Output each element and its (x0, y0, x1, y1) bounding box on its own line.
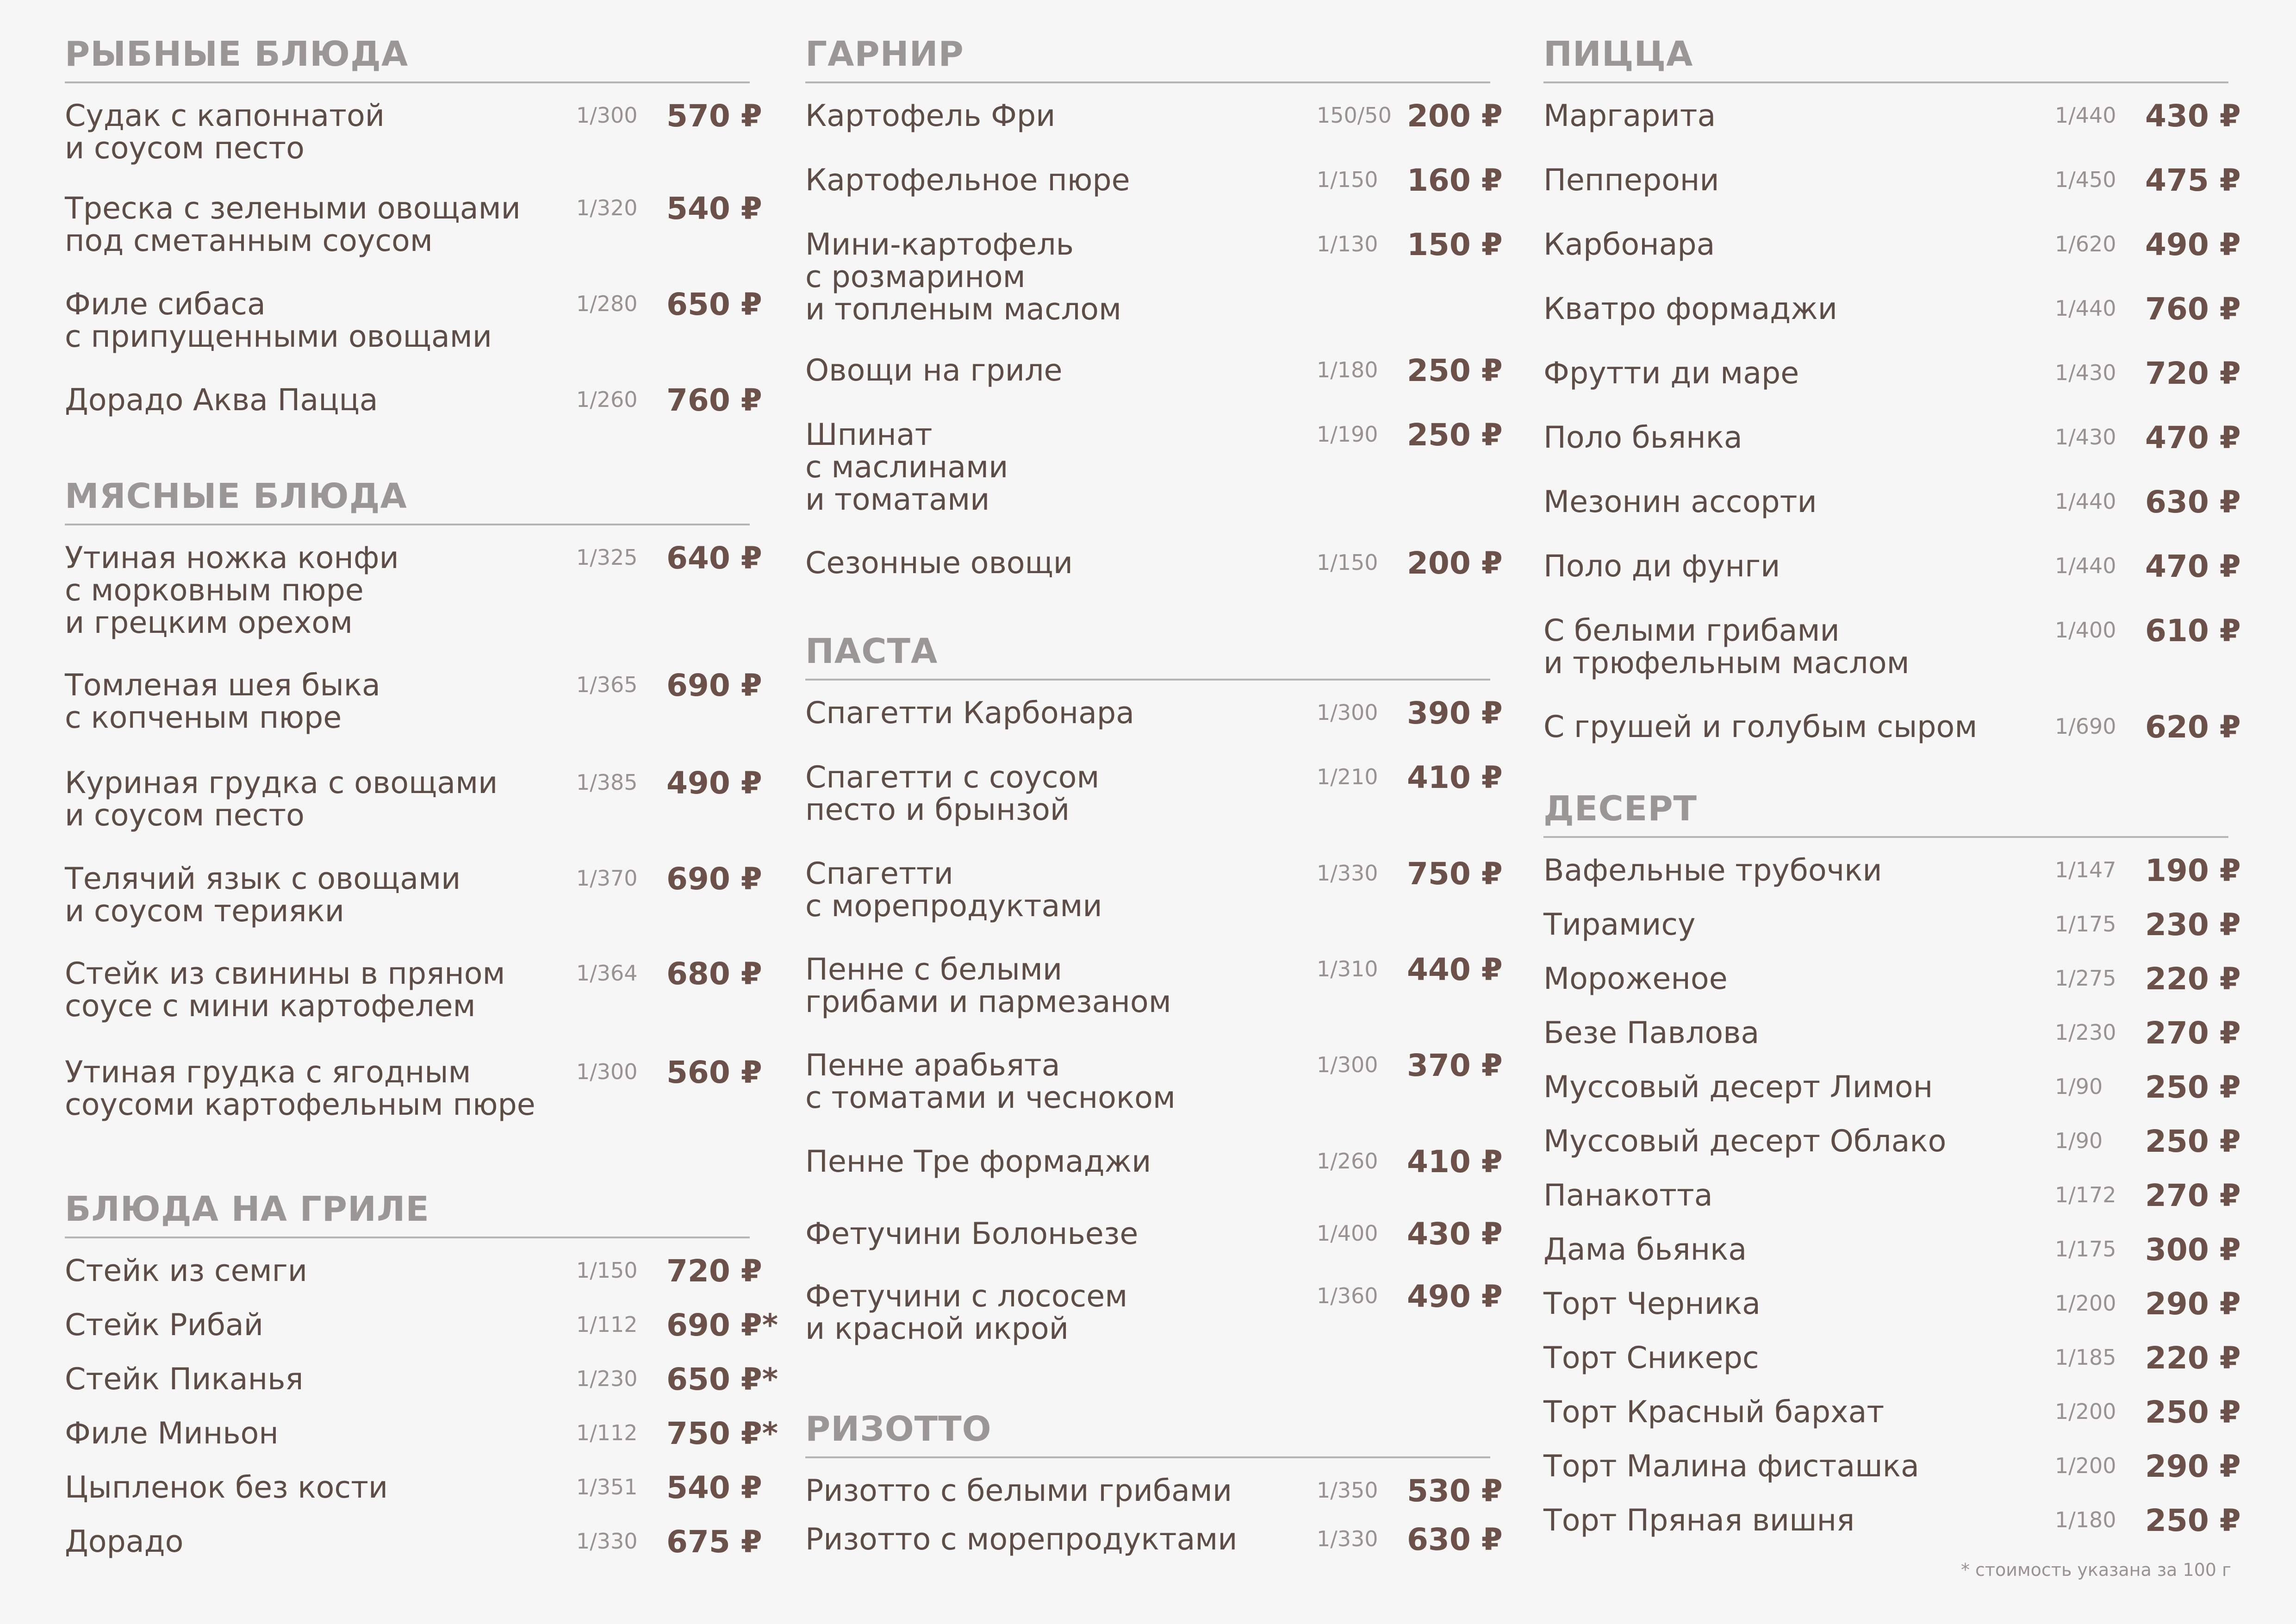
menu-item-name: Пенне арабьята с томатами и чесноком (805, 1048, 1176, 1115)
menu-item (805, 760, 1503, 858)
menu-item-price: 540 ₽ (666, 191, 762, 226)
menu-item-price: 270 ₽ (2145, 1178, 2241, 1213)
menu-item-weight: 1/310 (1317, 956, 1378, 981)
menu-item-name: Стейк Пиканья (65, 1362, 304, 1397)
menu-item (1543, 1286, 2241, 1342)
menu-item-weight: 1/440 (2055, 103, 2116, 128)
menu-item (805, 856, 1503, 954)
price-footnote: * стоимость указана за 100 г (1960, 1560, 2231, 1580)
menu-item (1543, 549, 2241, 615)
menu-item-name: Тирамису (1543, 907, 1696, 942)
menu-item-price: 750 ₽ (1407, 856, 1503, 892)
menu-item-price: 430 ₽ (2145, 98, 2241, 134)
menu-item-name: Утиная грудка с ягодным соусоми картофельным пюре (65, 1055, 535, 1122)
menu-item-name: Вафельные трубочки (1543, 853, 1882, 888)
menu-item-weight: 1/360 (1317, 1283, 1378, 1308)
menu-item (1543, 291, 2241, 357)
menu-item-name: Фетучини Болоньезе (805, 1217, 1139, 1251)
menu-item (1543, 1449, 2241, 1505)
menu-item-name: Ризотто с морепродуктами (805, 1522, 1238, 1557)
menu-item (65, 1253, 762, 1309)
menu-item-price: 720 ₽ (666, 1253, 762, 1289)
menu-item-weight: 1/180 (2055, 1507, 2116, 1532)
menu-item-weight: 1/350 (1317, 1478, 1378, 1503)
menu-item-name: Томленая шея быка с копченым пюре (65, 668, 380, 735)
menu-item-weight: 1/150 (1317, 167, 1378, 192)
menu-item-price: 750 ₽* (666, 1416, 778, 1451)
menu-item (805, 162, 1503, 229)
menu-item (65, 98, 762, 193)
menu-section (805, 34, 1503, 581)
menu-section (65, 34, 762, 418)
section-title: РИЗОТТО (805, 1409, 992, 1449)
menu-item (65, 1470, 762, 1526)
section-divider (805, 1456, 1490, 1458)
menu-item-weight: 1/430 (2055, 425, 2116, 450)
menu-item-price: 540 ₽ (666, 1470, 762, 1505)
menu-item-price: 220 ₽ (2145, 961, 2241, 997)
menu-item (805, 1473, 1503, 1524)
menu-item-price: 680 ₽ (666, 956, 762, 992)
menu-item-price: 370 ₽ (1407, 1048, 1503, 1083)
menu-item-weight: 1/175 (2055, 912, 2116, 937)
menu-item-name: Кватро формаджи (1543, 292, 1838, 326)
menu-item-price: 250 ₽ (2145, 1124, 2241, 1159)
menu-item (1543, 1178, 2241, 1234)
menu-item (65, 668, 762, 767)
section-title: РЫБНЫЕ БЛЮДА (65, 34, 409, 74)
menu-item-list (65, 540, 762, 1122)
menu-section (805, 631, 1503, 1346)
menu-item-name: Пепперони (1543, 163, 1719, 198)
menu-item-price: 650 ₽ (666, 287, 762, 322)
menu-item-name: Судак с капоннатой и соусом песто (65, 99, 385, 166)
menu-item-price: 690 ₽ (666, 861, 762, 897)
menu-item-name: Сезонные овощи (805, 546, 1073, 581)
menu-item-price: 560 ₽ (666, 1055, 762, 1090)
menu-item-name: Куриная грудка с овощами и соусом песто (65, 766, 498, 833)
menu-item-price: 410 ₽ (1407, 1144, 1503, 1180)
menu-item-name: Ризотто с белыми грибами (805, 1474, 1232, 1508)
menu-item-price: 620 ₽ (2145, 709, 2241, 745)
menu-item-weight: 1/440 (2055, 553, 2116, 578)
menu-item-name: Спагетти с морепродуктами (805, 856, 1102, 924)
menu-item-price: 720 ₽ (2145, 356, 2241, 391)
menu-item-name: Безе Павлова (1543, 1016, 1760, 1050)
menu-item (1543, 1069, 2241, 1125)
menu-item (1543, 1394, 2241, 1450)
menu-item (1543, 1124, 2241, 1180)
menu-item-name: Пенне Тре формаджи (805, 1144, 1151, 1179)
menu-item-price: 650 ₽* (666, 1362, 778, 1397)
menu-item (805, 545, 1503, 581)
menu-item-weight: 1/130 (1317, 231, 1378, 256)
menu-item (805, 1216, 1503, 1280)
menu-item (805, 417, 1503, 547)
menu-item (1543, 853, 2241, 909)
menu-item (805, 1279, 1503, 1346)
section-title: БЛЮДА НА ГРИЛЕ (65, 1189, 429, 1229)
menu-item (65, 1416, 778, 1472)
section-title: ПИЦЦА (1543, 34, 1693, 74)
menu-item-weight: 1/260 (576, 387, 638, 412)
menu-item (805, 1048, 1503, 1146)
menu-item-weight: 1/180 (1317, 357, 1378, 382)
section-divider (65, 1237, 750, 1238)
menu-item-weight: 1/150 (576, 1258, 638, 1283)
menu-item-weight: 1/190 (1317, 422, 1378, 447)
menu-item (65, 540, 762, 669)
menu-item-weight: 1/230 (576, 1366, 638, 1391)
menu-item-weight: 1/210 (1317, 764, 1378, 789)
menu-item-price: 390 ₽ (1407, 695, 1503, 731)
menu-item (1543, 98, 2241, 164)
menu-item-price: 630 ₽ (2145, 484, 2241, 520)
menu-item-weight: 1/175 (2055, 1237, 2116, 1262)
menu-item-price: 490 ₽ (1407, 1279, 1503, 1314)
menu-item (65, 765, 762, 863)
section-title: ДЕСЕРТ (1543, 789, 1698, 829)
menu-item (1543, 420, 2241, 486)
menu-item (1543, 1503, 2241, 1538)
menu-item-name: Мороженое (1543, 962, 1728, 996)
menu-item-weight: 1/147 (2055, 857, 2116, 882)
menu-item-weight: 1/185 (2055, 1345, 2116, 1370)
menu-item-name: Овощи на гриле (805, 353, 1063, 388)
menu-item-price: 160 ₽ (1407, 162, 1503, 198)
menu-item-name: Цыпленок без кости (65, 1470, 388, 1505)
menu-item-price: 230 ₽ (2145, 907, 2241, 943)
section-divider (805, 679, 1490, 681)
menu-item (805, 98, 1503, 164)
section-title: ГАРНИР (805, 34, 964, 74)
menu-item-price: 470 ₽ (2145, 549, 2241, 584)
menu-item (805, 952, 1503, 1049)
menu-item (805, 695, 1503, 762)
menu-item-name: Дама бьянка (1543, 1232, 1747, 1267)
menu-item-name: Треска с зелеными овощами под сметанным соусом (65, 191, 521, 258)
menu-item-name: Мини-картофель с розмарином и топленым маслом (805, 227, 1122, 327)
menu-item (65, 1362, 778, 1418)
menu-item-weight: 1/351 (576, 1474, 638, 1499)
menu-item-name: С белыми грибами и трюфельным маслом (1543, 613, 1910, 681)
menu-item-price: 250 ₽ (2145, 1069, 2241, 1105)
menu-item-weight: 1/320 (576, 195, 638, 220)
menu-item-name: Поло бьянка (1543, 420, 1742, 455)
menu-item-name: Фрутти ди маре (1543, 356, 1799, 391)
menu-item-weight: 1/690 (2055, 714, 2116, 739)
menu-item (65, 956, 762, 1056)
menu-item-name: Карбонара (1543, 227, 1715, 262)
menu-item-name: Утиная ножка конфи с морковным пюре и грецким орехом (65, 541, 399, 640)
menu-item-name: Дорадо Аква Пацца (65, 383, 378, 418)
menu-item-weight: 1/330 (1317, 861, 1378, 886)
section-divider (805, 81, 1490, 83)
menu-item-price: 250 ₽ (2145, 1394, 2241, 1430)
menu-item-price: 410 ₽ (1407, 760, 1503, 795)
menu-item-list (805, 695, 1503, 1346)
section-divider (65, 524, 750, 525)
menu-item (65, 287, 762, 384)
menu-item-price: 190 ₽ (2145, 853, 2241, 888)
menu-item-weight: 1/200 (2055, 1399, 2116, 1424)
menu-item (1543, 613, 2241, 711)
menu-item-list (65, 98, 762, 418)
menu-item-weight: 1/364 (576, 961, 638, 986)
menu-item-weight: 1/90 (2055, 1074, 2103, 1099)
menu-item-weight: 1/300 (576, 103, 638, 128)
menu-item-name: Стейк Рибай (65, 1308, 264, 1343)
menu-section (805, 1409, 1503, 1557)
menu-item-name: Маргарита (1543, 99, 1716, 133)
menu-item-price: 490 ₽ (666, 765, 762, 801)
menu-item-weight: 1/450 (2055, 167, 2116, 192)
menu-item-name: Стейк из семги (65, 1254, 308, 1288)
menu-item-price: 250 ₽ (1407, 417, 1503, 453)
menu-item-weight: 1/300 (1317, 1052, 1378, 1077)
menu-item-weight: 1/400 (1317, 1221, 1378, 1246)
menu-item-name: Филе сибаса с припущенными овощами (65, 287, 492, 354)
menu-item-price: 610 ₽ (2145, 613, 2241, 649)
menu-item-list (1543, 98, 2241, 745)
menu-item-weight: 1/200 (2055, 1453, 2116, 1478)
menu-item-name: Спагетти с соусом песто и брынзой (805, 760, 1100, 827)
menu-item-price: 200 ₽ (1407, 98, 1503, 134)
menu-item-name: Торт Пряная вишня (1543, 1503, 1855, 1538)
menu-item (65, 191, 762, 288)
menu-item-price: 300 ₽ (2145, 1232, 2241, 1268)
menu-item-weight: 1/230 (2055, 1020, 2116, 1045)
menu-item (1543, 1015, 2241, 1071)
menu-item-weight: 1/330 (1317, 1526, 1378, 1551)
menu-item-name: Телячий язык с овощами и соусом терияки (65, 862, 461, 929)
menu-item-list (805, 1473, 1503, 1557)
menu-item-weight: 1/440 (2055, 489, 2116, 514)
menu-item-name: Муссовый десерт Лимон (1543, 1070, 1933, 1105)
menu-item-price: 490 ₽ (2145, 227, 2241, 262)
menu-item (1543, 227, 2241, 293)
menu-item-name: Муссовый десерт Облако (1543, 1124, 1947, 1159)
menu-item-weight: 1/400 (2055, 618, 2116, 643)
menu-item-price: 760 ₽ (666, 382, 762, 418)
menu-item-price: 570 ₽ (666, 98, 762, 134)
menu-item-price: 675 ₽ (666, 1524, 762, 1560)
menu-item-weight: 1/90 (2055, 1128, 2103, 1153)
menu-item-name: Фетучини с лососем и красной икрой (805, 1279, 1128, 1346)
menu-item-name: Панакотта (1543, 1178, 1713, 1213)
menu-item-price: 200 ₽ (1407, 545, 1503, 581)
menu-item (1543, 907, 2241, 963)
menu-section (1543, 789, 2241, 1538)
menu-item-name: Картофель Фри (805, 99, 1056, 133)
menu-item-price: 290 ₽ (2145, 1286, 2241, 1322)
menu-item-price: 220 ₽ (2145, 1340, 2241, 1376)
menu-item-list (1543, 853, 2241, 1538)
menu-item (65, 861, 762, 958)
menu-item-price: 250 ₽ (2145, 1503, 2241, 1538)
menu-item-name: Шпинат с маслинами и томатами (805, 418, 1008, 517)
menu-item-name: Пенне с белыми грибами и пармезаном (805, 952, 1171, 1019)
menu-item-price: 760 ₽ (2145, 291, 2241, 327)
menu-item-weight: 1/112 (576, 1312, 638, 1337)
menu-item-name: Торт Малина фисташка (1543, 1449, 1919, 1484)
menu-item (805, 1522, 1503, 1557)
menu-item (1543, 356, 2241, 422)
menu-section (1543, 34, 2241, 745)
menu-item-weight: 1/200 (2055, 1291, 2116, 1316)
menu-section (65, 476, 762, 1122)
menu-item-weight: 1/300 (1317, 700, 1378, 725)
menu-item-weight: 1/260 (1317, 1149, 1378, 1174)
menu-item-price: 640 ₽ (666, 540, 762, 576)
menu-item-name: Мезонин ассорти (1543, 485, 1817, 519)
menu-item-weight: 1/440 (2055, 296, 2116, 321)
menu-item-name: Поло ди фунги (1543, 549, 1780, 584)
menu-item (65, 382, 762, 418)
menu-item-weight: 1/300 (576, 1059, 638, 1084)
section-divider (65, 81, 750, 83)
menu-item-weight: 1/330 (576, 1529, 638, 1554)
menu-item-list (805, 98, 1503, 581)
menu-item-weight: 1/280 (576, 291, 638, 316)
menu-item (1543, 1340, 2241, 1396)
menu-item-name: Стейк из свинины в пряном соусе с мини картофелем (65, 956, 505, 1024)
menu-item (1543, 162, 2241, 229)
menu-item-weight: 1/112 (576, 1420, 638, 1445)
menu-item-name: Торт Черника (1543, 1287, 1761, 1321)
menu-item (805, 1144, 1503, 1218)
menu-item-price: 475 ₽ (2145, 162, 2241, 198)
menu-item (65, 1307, 778, 1363)
menu-item-weight: 1/430 (2055, 360, 2116, 385)
menu-item-weight: 1/370 (576, 866, 638, 891)
menu-item-price: 530 ₽ (1407, 1473, 1503, 1509)
menu-item-price: 630 ₽ (1407, 1522, 1503, 1557)
menu-item (805, 227, 1503, 355)
menu-item (65, 1524, 762, 1560)
section-title: МЯСНЫЕ БЛЮДА (65, 476, 407, 516)
menu-item-weight: 1/325 (576, 545, 638, 570)
menu-item-name: Картофельное пюре (805, 163, 1130, 198)
menu-item (1543, 961, 2241, 1017)
menu-item-weight: 1/150 (1317, 550, 1378, 575)
menu-item (1543, 709, 2241, 745)
menu-item-weight: 150/50 (1317, 103, 1392, 128)
menu-item-name: Торт Сникерс (1543, 1341, 1759, 1375)
section-divider (1543, 836, 2228, 838)
menu-item-price: 690 ₽ (666, 668, 762, 703)
menu-item-price: 270 ₽ (2145, 1015, 2241, 1051)
menu-item-name: Филе Миньон (65, 1416, 279, 1451)
menu-item-price: 440 ₽ (1407, 952, 1503, 987)
menu-item-price: 690 ₽* (666, 1307, 778, 1343)
menu-item-weight: 1/275 (2055, 966, 2116, 991)
menu-item-price: 430 ₽ (1407, 1216, 1503, 1252)
menu-section (65, 1189, 778, 1560)
menu-item-price: 470 ₽ (2145, 420, 2241, 456)
menu-item-name: С грушей и голубым сыром (1543, 710, 1978, 744)
menu-item-weight: 1/365 (576, 672, 638, 697)
section-divider (1543, 81, 2228, 83)
menu-item-list (65, 1253, 778, 1560)
menu-item (805, 353, 1503, 419)
menu-item-name: Торт Красный бархат (1543, 1395, 1885, 1430)
menu-item (1543, 1232, 2241, 1288)
menu-item-name: Дорадо (65, 1524, 184, 1559)
menu-item-name: Спагетти Карбонара (805, 696, 1135, 731)
menu-item-price: 150 ₽ (1407, 227, 1503, 262)
menu-item-weight: 1/620 (2055, 231, 2116, 256)
section-title: ПАСТА (805, 631, 938, 671)
menu-item-price: 250 ₽ (1407, 353, 1503, 388)
menu-item-weight: 1/172 (2055, 1182, 2116, 1207)
menu-item-weight: 1/385 (576, 770, 638, 795)
menu-item (65, 1055, 762, 1122)
menu-item-price: 290 ₽ (2145, 1449, 2241, 1484)
menu-item (1543, 484, 2241, 550)
